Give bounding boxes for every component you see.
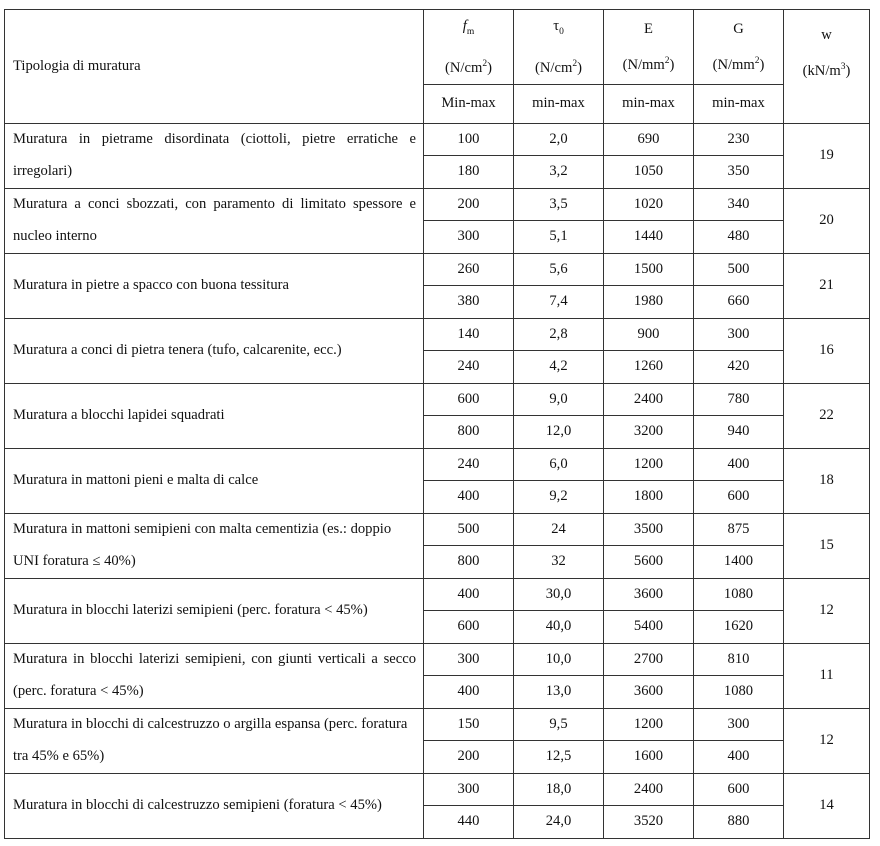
masonry-typology: Muratura in blocchi di calcestruzzo semipieni (foratura < 45%)	[5, 773, 424, 838]
value-fm-min: 100	[424, 123, 514, 156]
value-e-min: 2400	[604, 773, 694, 806]
table-row	[5, 188, 870, 221]
value-g-min: 300	[694, 708, 784, 741]
value-fm-min: 150	[424, 708, 514, 741]
table-header	[5, 10, 870, 124]
header-fm-range: Min-max	[424, 84, 514, 123]
value-tau-min: 18,0	[514, 773, 604, 806]
value-g-max: 940	[694, 416, 784, 449]
value-fm-max: 200	[424, 741, 514, 774]
value-g-max: 1400	[694, 546, 784, 579]
value-e-max: 1260	[604, 351, 694, 384]
value-g-max: 400	[694, 741, 784, 774]
value-fm-max: 240	[424, 351, 514, 384]
value-w: 16	[784, 318, 870, 383]
header-typology: Tipologia di muratura	[5, 10, 424, 124]
value-tau-max: 5,1	[514, 221, 604, 254]
header-fm: $f_m$ $(N/cm^2)$	[424, 10, 514, 85]
value-fm-max: 400	[424, 676, 514, 709]
table-row	[5, 708, 870, 741]
value-fm-max: 380	[424, 286, 514, 319]
value-g-min: 1080	[694, 578, 784, 611]
value-e-min: 3500	[604, 513, 694, 546]
value-fm-max: 800	[424, 546, 514, 579]
value-tau-min: 10,0	[514, 643, 604, 676]
value-fm-max: 400	[424, 481, 514, 514]
value-w: 14	[784, 773, 870, 838]
value-e-max: 3200	[604, 416, 694, 449]
value-tau-min: 2,0	[514, 123, 604, 156]
table-row	[5, 643, 870, 676]
value-tau-max: 32	[514, 546, 604, 579]
value-tau-max: 12,0	[514, 416, 604, 449]
table-row	[5, 513, 870, 546]
masonry-typology: Muratura a conci di pietra tenera (tufo, calcarenite, ecc.)	[5, 318, 424, 383]
table-row	[5, 383, 870, 416]
masonry-typology: Muratura a blocchi lapidei squadrati	[5, 383, 424, 448]
value-g-min: 300	[694, 318, 784, 351]
value-fm-max: 800	[424, 416, 514, 449]
value-e-min: 2700	[604, 643, 694, 676]
table-row	[5, 123, 870, 156]
header-e: E $(N/mm^2)$	[604, 10, 694, 85]
masonry-typology: Muratura a conci sbozzati, con paramento di limitato spessore e nucleo interno	[5, 188, 424, 253]
value-w: 12	[784, 578, 870, 643]
table-row	[5, 253, 870, 286]
value-e-max: 3600	[604, 676, 694, 709]
masonry-properties-table	[4, 9, 870, 839]
masonry-typology: Muratura in mattoni semipieni con malta cementizia (es.: doppio UNI foratura ≤ 40%)	[5, 513, 424, 578]
value-g-max: 420	[694, 351, 784, 384]
value-tau-min: 5,6	[514, 253, 604, 286]
value-e-min: 2400	[604, 383, 694, 416]
value-g-min: 340	[694, 188, 784, 221]
value-fm-max: 300	[424, 221, 514, 254]
value-e-max: 5600	[604, 546, 694, 579]
value-e-min: 900	[604, 318, 694, 351]
value-fm-max: 440	[424, 806, 514, 839]
value-tau-min: 9,0	[514, 383, 604, 416]
value-fm-min: 200	[424, 188, 514, 221]
masonry-typology: Muratura in mattoni pieni e malta di calce	[5, 448, 424, 513]
header-g-range: min-max	[694, 84, 784, 123]
value-fm-max: 180	[424, 156, 514, 189]
value-e-min: 690	[604, 123, 694, 156]
value-fm-min: 140	[424, 318, 514, 351]
value-tau-max: 24,0	[514, 806, 604, 839]
value-e-max: 1800	[604, 481, 694, 514]
value-w: 12	[784, 708, 870, 773]
value-w: 18	[784, 448, 870, 513]
header-g: G $(N/mm^2)$	[694, 10, 784, 85]
value-tau-max: 12,5	[514, 741, 604, 774]
value-tau-max: 4,2	[514, 351, 604, 384]
header-tau: $\tau_0$ $(N/cm^2)$	[514, 10, 604, 85]
value-g-max: 660	[694, 286, 784, 319]
value-e-min: 3600	[604, 578, 694, 611]
value-e-max: 1440	[604, 221, 694, 254]
value-w: 19	[784, 123, 870, 188]
value-tau-max: 40,0	[514, 611, 604, 644]
masonry-typology: Muratura in blocchi laterizi semipieni (perc. foratura < 45%)	[5, 578, 424, 643]
value-fm-min: 300	[424, 643, 514, 676]
value-tau-min: 6,0	[514, 448, 604, 481]
value-g-max: 1620	[694, 611, 784, 644]
value-w: 11	[784, 643, 870, 708]
value-w: 20	[784, 188, 870, 253]
value-tau-max: 7,4	[514, 286, 604, 319]
value-e-max: 1050	[604, 156, 694, 189]
value-fm-min: 500	[424, 513, 514, 546]
table-row	[5, 448, 870, 481]
value-e-max: 3520	[604, 806, 694, 839]
value-tau-min: 9,5	[514, 708, 604, 741]
value-fm-min: 600	[424, 383, 514, 416]
value-fm-min: 400	[424, 578, 514, 611]
masonry-typology: Muratura in blocchi di calcestruzzo o argilla espansa (perc. foratura tra 45% e 65%)	[5, 708, 424, 773]
value-e-max: 1600	[604, 741, 694, 774]
value-e-min: 1500	[604, 253, 694, 286]
value-tau-min: 3,5	[514, 188, 604, 221]
table-row	[5, 318, 870, 351]
value-w: 21	[784, 253, 870, 318]
value-g-max: 600	[694, 481, 784, 514]
table-body	[5, 123, 870, 838]
value-g-min: 875	[694, 513, 784, 546]
value-tau-max: 13,0	[514, 676, 604, 709]
value-g-max: 480	[694, 221, 784, 254]
value-g-max: 880	[694, 806, 784, 839]
value-e-min: 1200	[604, 448, 694, 481]
masonry-typology: Muratura in blocchi laterizi semipieni, con giunti verticali a secco (perc. foratura < 45%)	[5, 643, 424, 708]
value-g-min: 600	[694, 773, 784, 806]
header-tau-range: min-max	[514, 84, 604, 123]
value-tau-min: 24	[514, 513, 604, 546]
table-row	[5, 773, 870, 806]
value-e-min: 1020	[604, 188, 694, 221]
header-e-range: min-max	[604, 84, 694, 123]
value-w: 22	[784, 383, 870, 448]
value-tau-max: 9,2	[514, 481, 604, 514]
value-fm-min: 260	[424, 253, 514, 286]
value-w: 15	[784, 513, 870, 578]
value-g-min: 230	[694, 123, 784, 156]
value-e-max: 1980	[604, 286, 694, 319]
value-e-min: 1200	[604, 708, 694, 741]
value-g-min: 500	[694, 253, 784, 286]
value-fm-max: 600	[424, 611, 514, 644]
value-fm-min: 240	[424, 448, 514, 481]
value-g-max: 350	[694, 156, 784, 189]
value-g-min: 780	[694, 383, 784, 416]
value-fm-min: 300	[424, 773, 514, 806]
value-e-max: 5400	[604, 611, 694, 644]
table-row	[5, 578, 870, 611]
value-tau-max: 3,2	[514, 156, 604, 189]
masonry-typology: Muratura in pietre a spacco con buona tessitura	[5, 253, 424, 318]
value-tau-min: 2,8	[514, 318, 604, 351]
value-g-min: 400	[694, 448, 784, 481]
header-w: w $(kN/m^3)$	[784, 10, 870, 124]
masonry-typology: Muratura in pietrame disordinata (ciottoli, pietre erratiche e irregolari)	[5, 123, 424, 188]
value-g-min: 810	[694, 643, 784, 676]
value-tau-min: 30,0	[514, 578, 604, 611]
value-g-max: 1080	[694, 676, 784, 709]
